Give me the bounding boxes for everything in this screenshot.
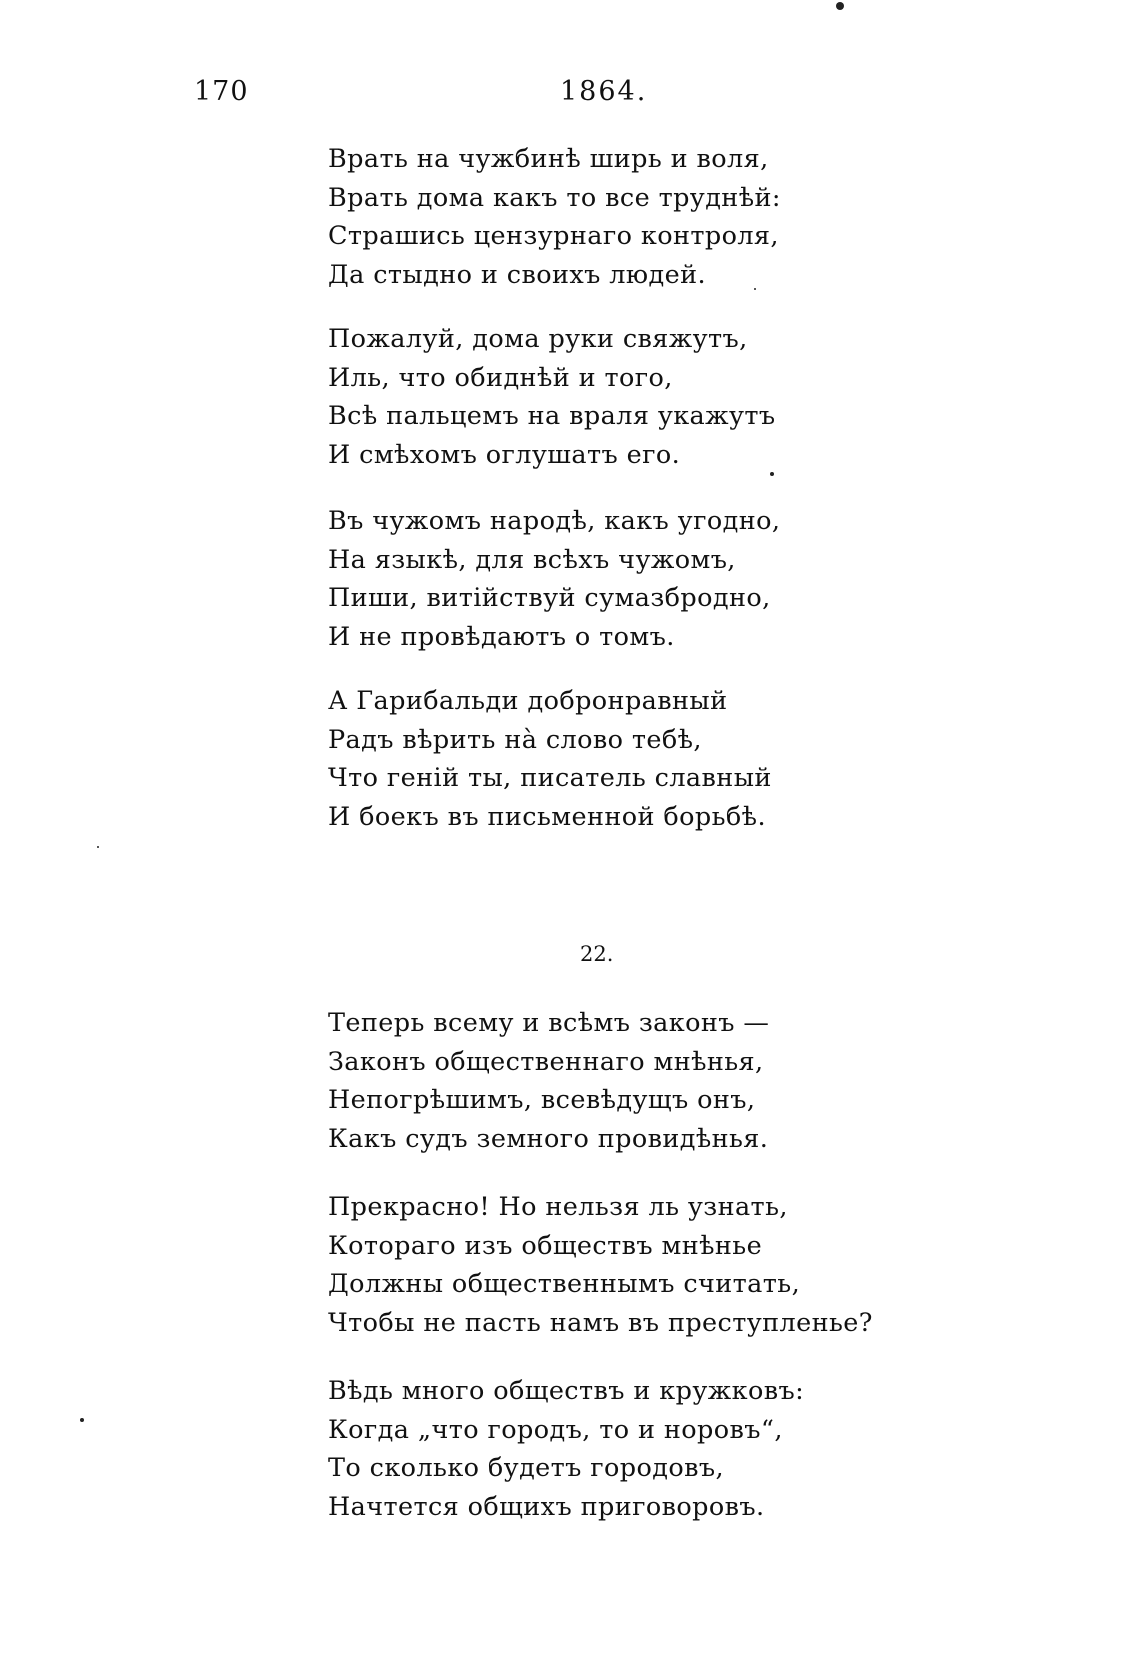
verse-line: Должны общественнымъ считать, [328, 1269, 801, 1299]
stanza [328, 1188, 1088, 1342]
verse-line: Котораго изъ обществъ мнѣнье [328, 1230, 763, 1261]
poem-continuation-stanza-2 [328, 320, 1088, 474]
stanza [328, 682, 1088, 836]
verse-line: Всѣ пальцемъ на враля укажутъ [328, 401, 776, 431]
stanza [328, 1004, 1088, 1158]
verse-line: Начтется общихъ приговоровъ. [328, 1491, 765, 1522]
verse-line: Врать дома какъ то все труднѣй: [328, 182, 781, 213]
verse-line: Радъ вѣрить на̀ слово тебѣ, [328, 724, 702, 755]
verse-line: На языкѣ, для всѣхъ чужомъ, [328, 544, 736, 575]
verse-line: Пиши, витійствуй сумазбродно, [328, 583, 771, 613]
running-head-year: 1864. [560, 76, 648, 107]
poem-section-number: 22. [580, 942, 614, 966]
scan-speck [770, 472, 774, 476]
poem-22-stanza-3 [328, 1372, 1088, 1526]
verse-line: То сколько будетъ городовъ, [328, 1453, 725, 1483]
verse-line: Въ чужомъ народѣ, какъ угодно, [328, 506, 781, 536]
verse-line: Когда „что городъ, то и норовъ“, [328, 1414, 783, 1445]
stanza [328, 320, 1088, 474]
verse-line: Иль, что обиднѣй и того, [328, 362, 673, 393]
scan-speck [97, 846, 99, 848]
verse-line: Вѣдь много обществъ и кружковъ: [328, 1376, 805, 1406]
verse-line: И боекъ въ письменной борьбѣ. [328, 801, 766, 832]
verse-line: Законъ общественнаго мнѣнья, [328, 1046, 764, 1077]
verse-line: Чтобы не пасть намъ въ преступленье? [328, 1307, 873, 1338]
verse-line: А Гарибальди добронравный [328, 686, 728, 716]
verse-line: Какъ судъ земного провидѣнья. [328, 1123, 769, 1154]
poem-22-stanza-1 [328, 1004, 1088, 1158]
verse-line: Пожалуй, дома руки свяжутъ, [328, 324, 748, 354]
verse-line: И не провѣдаютъ о томъ. [328, 621, 675, 652]
verse-line: Страшись цензурнаго контроля, [328, 221, 779, 251]
stanza [328, 140, 1088, 294]
scan-speck [80, 1418, 84, 1422]
verse-line: Непогрѣшимъ, всевѣдущъ онъ, [328, 1085, 756, 1115]
poem-continuation-stanza-4 [328, 682, 1088, 836]
page-number: 170 [194, 76, 249, 107]
verse-line: Прекрасно! Но нельзя ль узнать, [328, 1192, 788, 1222]
verse-line: Что геній ты, писатель славный [328, 763, 772, 793]
poem-22-stanza-2 [328, 1188, 1088, 1342]
verse-line: Теперь всему и всѣмъ законъ — [328, 1008, 770, 1038]
stanza [328, 502, 1088, 656]
verse-line: Врать на чужбинѣ ширь и воля, [328, 144, 769, 174]
poem-continuation-stanza-3 [328, 502, 1088, 656]
poem-continuation [328, 140, 1088, 294]
verse-line: Да стыдно и своихъ людей. [328, 259, 706, 290]
verse-line: И смѣхомъ оглушатъ его. [328, 439, 681, 470]
scan-speck [754, 288, 756, 290]
stanza [328, 1372, 1088, 1526]
scan-speck [836, 2, 844, 10]
